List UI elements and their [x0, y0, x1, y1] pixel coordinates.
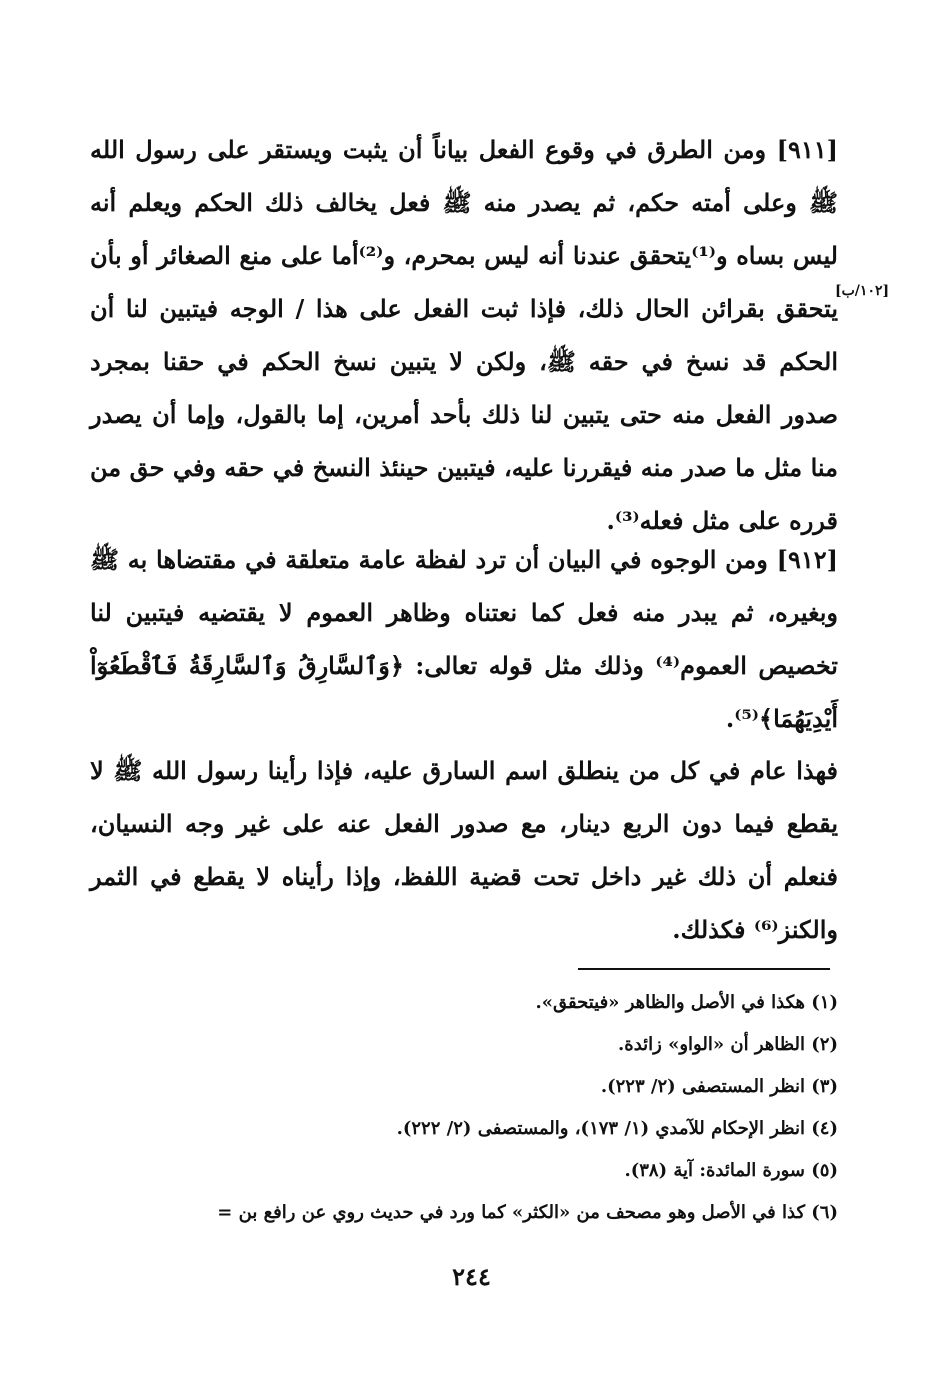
footnote-item: (١) هكذا في الأصل والظاهر «فيتحقق».: [535, 992, 838, 1013]
footnotes-list: [85, 982, 838, 1234]
footnote-item: (٢) الظاهر أن «الواو» زائدة.: [618, 1034, 838, 1055]
folio-margin-note: [١٠٢/ب]: [835, 283, 890, 299]
paragraph-911: [٩١١] ومن الطرق في وقوع الفعل بياناً أن يثبت ويستقر على رسول الله ﷺ وعلى أمته حكم، ثم يصدر منه ﷺ فعل يخالف ذلك الحكم ويعلم أنه ليس بساه و⁽¹⁾يتحقق عندنا أنه ليس بمحرم، و⁽²⁾أما على منع الصغائر أو بأن يتحقق بقرائن الحال ذلك، فإذا ثبت الفعل على هذا / الوجه فيتبين لنا أن الحكم قد نسخ في حقه ﷺ، ولكن لا يتبين نسخ الحكم في حقنا بمجرد صدور الفعل منه حتى يتبين لنا ذلك بأحد أمرين، إما بالقول، وإما أن يصدر منا مثل ما صدر منه فيقررنا عليه، فيتبين حينئذ النسخ في حقه وفي حق من قرره على مثل فعله⁽³⁾.: [90, 135, 838, 535]
footnote-item: (٣) انظر المستصفى (٢/ ٢٢٣).: [600, 1076, 838, 1097]
footnote-item: (٤) انظر الإحكام للآمدي (١/ ١٧٣)، والمستصفى (٢/ ٢٢٢).: [396, 1118, 838, 1139]
paragraph-912: [٩١٢] ومن الوجوه في البيان أن ترد لفظة عامة متعلقة في مقتضاها به ﷺ وبغيره، ثم يبدر منه فعل كما نعتناه وظاهر العموم لا يقتضيه فيتبين لنا تخصيص العموم⁽⁴⁾ وذلك مثل قوله تعالى: ﴿وَٱلسَّارِقُ وَٱلسَّارِقَةُ فَٱقْطَعُوٓاْ أَيْدِيَهُمَا﴾⁽⁵⁾.: [90, 545, 838, 733]
footnote-item: (٥) سورة المائدة: آية (٣٨).: [624, 1160, 838, 1181]
footnote-item: (٦) كذا في الأصل وهو مصحف من «الكثر» كما ورد في حديث روي عن رافع بن =: [217, 1202, 838, 1223]
page-number: ٢٤٤: [452, 1262, 491, 1291]
paragraph-explanation: فهذا عام في كل من ينطلق اسم السارق عليه، فإذا رأينا رسول الله ﷺ لا يقطع فيما دون الربع دينار، مع صدور الفعل عنه على غير وجه النسيان، فنعلم أن ذلك غير داخل تحت قضية اللفظ، وإذا رأيناه لا يقطع في الثمر والكنز⁽⁶⁾ فكذلك.: [90, 756, 839, 944]
footnote-separator: [578, 968, 830, 970]
